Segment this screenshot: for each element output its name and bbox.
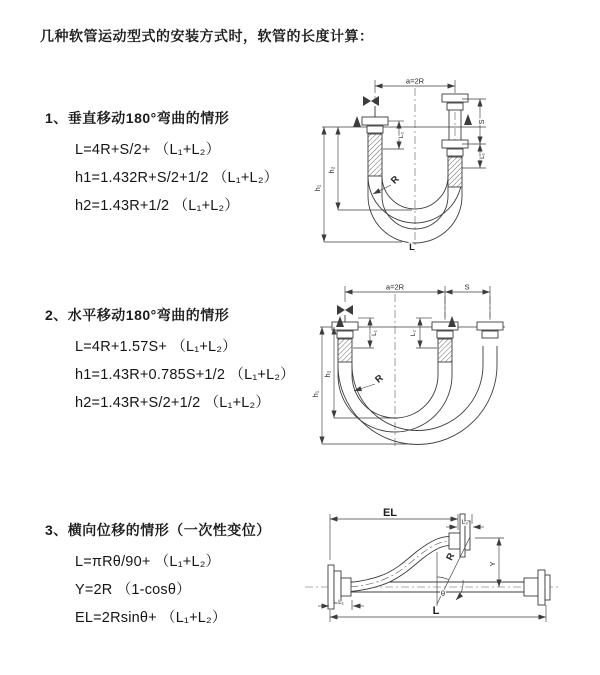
length-label: L <box>409 242 415 253</box>
formula-list <box>75 548 271 632</box>
straight-hose <box>351 570 550 605</box>
diagram-lateral-displacement <box>302 505 598 655</box>
formula-line: h2=1.43R+S/2+1/2 （L₁+L₂） <box>75 395 271 411</box>
dim-label-a: a=2R <box>385 282 405 292</box>
move-arrow <box>336 316 344 327</box>
dim-label-l1: L₁ <box>371 330 378 336</box>
braided-hose-section <box>448 157 462 187</box>
section-lateral-displacement <box>45 520 271 632</box>
move-up-arrow <box>353 116 361 127</box>
dim-label-y: Y <box>488 561 497 567</box>
section-vertical-180 <box>45 108 278 220</box>
diagram-horizontal-180-bend <box>313 283 600 460</box>
dim-label-l2: L₂ <box>410 329 417 337</box>
braided-hose-section <box>438 339 452 362</box>
section-title: 1、垂直移动180°弯曲的情形 <box>45 110 230 126</box>
section-title: 3、横向位移的情形（一次性变位） <box>45 522 271 538</box>
dim-label-h2: h₂ <box>327 166 336 174</box>
dim-label-l1: L₁ <box>479 153 486 159</box>
dim-label-h2: h₂ <box>323 370 332 378</box>
left-pipe-flange <box>362 106 388 176</box>
angle-arc <box>437 577 449 580</box>
dim-label-l: L <box>432 605 440 617</box>
section-title: 2、水平移动180°弯曲的情形 <box>45 307 230 323</box>
right-pipe-flange <box>477 322 503 338</box>
dim-label-a: a=2R <box>405 76 425 86</box>
angle-label: θ <box>440 589 446 598</box>
radius-leader <box>354 384 375 391</box>
dim-label-l2: L₂ <box>398 131 405 139</box>
flange-plate <box>538 570 545 605</box>
hose-bend-arcs <box>338 346 497 444</box>
formula-line: h1=1.432R+S/2+1/2 （L₁+L₂） <box>75 170 279 186</box>
formula-line: EL=2Rsinθ+ （L₁+L₂） <box>75 610 227 626</box>
dim-label-s: S <box>464 282 470 292</box>
left-pipe-flange <box>332 322 358 362</box>
middle-pipe-flange <box>432 322 458 362</box>
formula-line: L=4R+1.57S+ （L₁+L₂） <box>75 339 237 355</box>
dim-label-el: EL <box>382 507 398 519</box>
formula-line: h1=1.43R+0.785S+1/2 （L₁+L₂） <box>75 367 295 383</box>
section-horizontal-180 <box>45 305 295 417</box>
formula-list <box>75 333 295 417</box>
dim-label-h1: h₁ <box>313 184 322 192</box>
page-title: 几种软管运动型式的安装方式时，软管的长度计算： <box>40 28 374 44</box>
move-arrow <box>448 316 456 327</box>
valve-icon <box>363 96 379 106</box>
swing-arrow <box>456 580 463 600</box>
formula-line: L=πRθ/90+ （L₁+L₂） <box>75 554 221 570</box>
formula-list <box>75 136 278 220</box>
diagram-vertical-180-bend <box>315 75 590 260</box>
dim-label-h1: h₁ <box>311 390 320 398</box>
formula-line: L=4R+S/2+ （L₁+L₂） <box>75 142 221 158</box>
dim-label-l2: L₂ <box>461 519 469 526</box>
radius-label: R <box>373 372 386 386</box>
formula-line: h2=1.43R+1/2 （L₁+L₂） <box>75 198 240 214</box>
move-up-arrow <box>464 114 472 125</box>
flange-plate <box>545 575 550 600</box>
dim-label-s: S <box>477 119 486 125</box>
formula-line: Y=2R （1-cosθ） <box>75 582 191 598</box>
hose-nut <box>524 578 538 596</box>
braided-hose-section <box>368 134 382 176</box>
curved-hose <box>350 541 450 587</box>
radius-label: R <box>444 551 458 563</box>
radius-label: R <box>388 173 402 187</box>
dim-label-l1: L₁ <box>338 599 344 606</box>
braided-hose-section <box>338 339 352 362</box>
right-pipe-flanges <box>442 94 468 187</box>
